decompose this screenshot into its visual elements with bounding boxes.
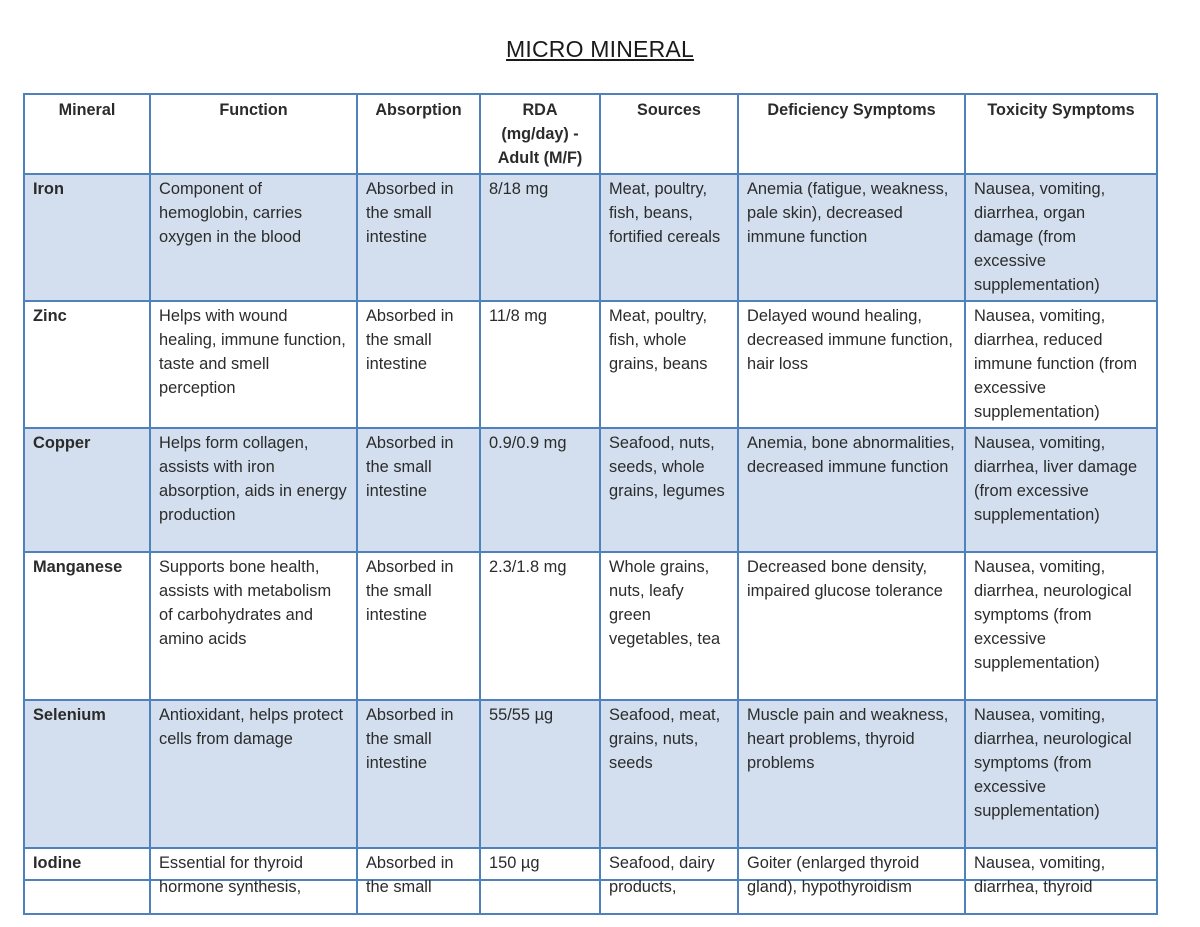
table-row	[24, 428, 1157, 552]
cell-function: Supports bone health, assists with metabolism of carbohydrates and amino acids	[150, 552, 357, 700]
table-row	[24, 700, 1157, 848]
header-row	[24, 94, 1157, 174]
mineral-table	[23, 93, 1158, 915]
cell-rda: 2.3/1.8 mg	[480, 552, 600, 700]
table-row	[24, 552, 1157, 700]
header-sources: Sources	[600, 94, 738, 174]
header-toxicity: Toxicity Symptoms	[965, 94, 1157, 174]
mineral-table-wrapper	[23, 93, 1156, 896]
cell-absorption: Absorbed in the small	[357, 848, 480, 914]
cell-sources: Whole grains, nuts, leafy green vegetables, tea	[600, 552, 738, 700]
header-function: Function	[150, 94, 357, 174]
cell-toxicity: Nausea, vomiting, diarrhea, thyroid	[965, 848, 1157, 914]
cell-toxicity: Nausea, vomiting, diarrhea, reduced immune function (from excessive supplementation)	[965, 301, 1157, 428]
cell-deficiency: Goiter (enlarged thyroid gland), hypothyroidism	[738, 848, 965, 914]
cell-mineral: Manganese	[24, 552, 150, 700]
cell-mineral: Copper	[24, 428, 150, 552]
cell-toxicity: Nausea, vomiting, diarrhea, neurological symptoms (from excessive supplementation)	[965, 700, 1157, 848]
cell-deficiency: Delayed wound healing, decreased immune function, hair loss	[738, 301, 965, 428]
cell-mineral: Iron	[24, 174, 150, 301]
cell-toxicity: Nausea, vomiting, diarrhea, neurological symptoms (from excessive supplementation)	[965, 552, 1157, 700]
header-rda: RDA (mg/day) - Adult (M/F)	[480, 94, 600, 174]
table-row	[24, 301, 1157, 428]
cell-toxicity: Nausea, vomiting, diarrhea, organ damage (from excessive supplementation)	[965, 174, 1157, 301]
page-title: MICRO MINERAL	[506, 36, 694, 62]
cell-deficiency: Anemia (fatigue, weakness, pale skin), decreased immune function	[738, 174, 965, 301]
cell-mineral: Iodine	[24, 848, 150, 914]
table-row	[24, 848, 1157, 914]
cell-rda: 150 µg	[480, 848, 600, 914]
cell-function: Component of hemoglobin, carries oxygen in the blood	[150, 174, 357, 301]
header-absorption: Absorption	[357, 94, 480, 174]
cell-rda: 55/55 µg	[480, 700, 600, 848]
cell-deficiency: Anemia, bone abnormalities, decreased immune function	[738, 428, 965, 552]
cell-deficiency: Muscle pain and weakness, heart problems, thyroid problems	[738, 700, 965, 848]
cell-absorption: Absorbed in the small intestine	[357, 700, 480, 848]
cell-function: Helps form collagen, assists with iron absorption, aids in energy production	[150, 428, 357, 552]
cell-toxicity: Nausea, vomiting, diarrhea, liver damage (from excessive supplementation)	[965, 428, 1157, 552]
cell-function: Helps with wound healing, immune function, taste and smell perception	[150, 301, 357, 428]
cell-function: Antioxidant, helps protect cells from damage	[150, 700, 357, 848]
cell-absorption: Absorbed in the small intestine	[357, 552, 480, 700]
cell-function: Essential for thyroid hormone synthesis,	[150, 848, 357, 914]
cell-absorption: Absorbed in the small intestine	[357, 174, 480, 301]
table-row	[24, 174, 1157, 301]
cell-mineral: Zinc	[24, 301, 150, 428]
cell-mineral: Selenium	[24, 700, 150, 848]
cell-rda: 11/8 mg	[480, 301, 600, 428]
cell-sources: Meat, poultry, fish, beans, fortified cereals	[600, 174, 738, 301]
cell-rda: 0.9/0.9 mg	[480, 428, 600, 552]
cell-rda: 8/18 mg	[480, 174, 600, 301]
cell-sources: Meat, poultry, fish, whole grains, beans	[600, 301, 738, 428]
header-deficiency: Deficiency Symptoms	[738, 94, 965, 174]
cell-deficiency: Decreased bone density, impaired glucose tolerance	[738, 552, 965, 700]
cell-sources: Seafood, meat, grains, nuts, seeds	[600, 700, 738, 848]
cell-sources: Seafood, nuts, seeds, whole grains, legumes	[600, 428, 738, 552]
cell-absorption: Absorbed in the small intestine	[357, 428, 480, 552]
cell-sources: Seafood, dairy products,	[600, 848, 738, 914]
cell-absorption: Absorbed in the small intestine	[357, 301, 480, 428]
header-mineral: Mineral	[24, 94, 150, 174]
